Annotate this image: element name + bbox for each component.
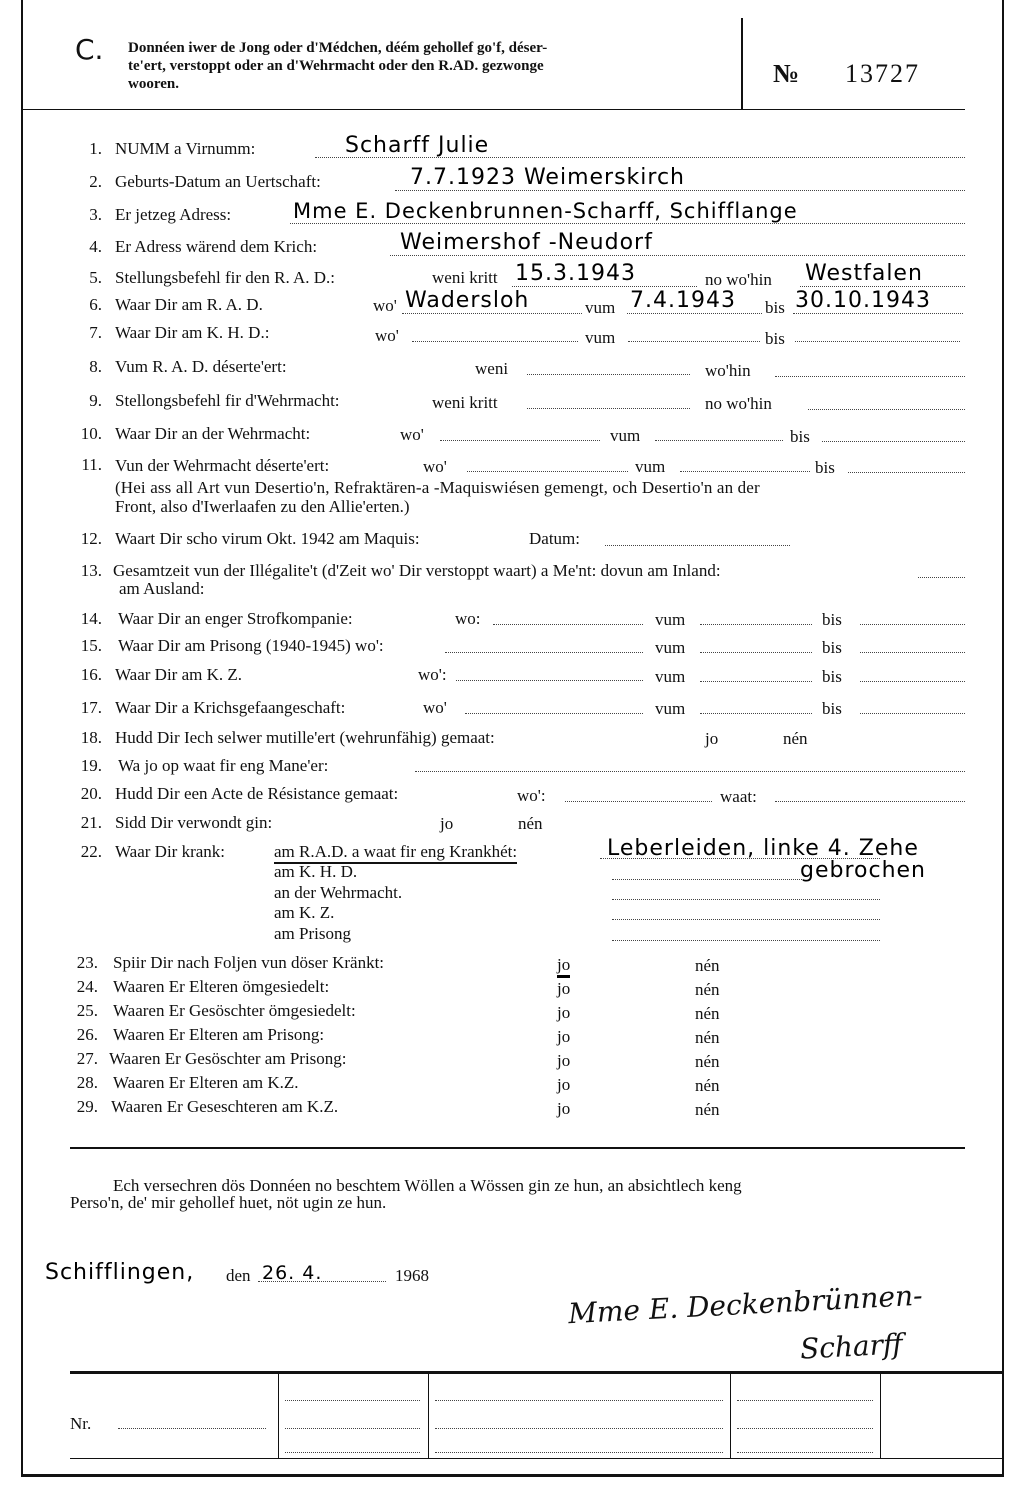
row-number: 23. <box>76 953 98 972</box>
parents-resettled-label: Waaren Er Elteren ömgesiedelt: <box>113 977 330 996</box>
row-number: 28. <box>76 1073 98 1092</box>
address-field-line <box>290 223 965 224</box>
cell-line[interactable] <box>285 1452 420 1453</box>
penal-company-label: Waar Dir an enger Strofkompanie: <box>118 609 353 628</box>
footer-column-divider <box>880 1374 881 1459</box>
declaration-line-1: Ech versechren dös Donnéen no beschtem Wöllen a Wössen gin ze hun, an absichtlech keng <box>113 1176 742 1195</box>
field-line <box>627 313 762 314</box>
where-label: wo': <box>418 665 447 684</box>
illness-label: Waar Dir krank: <box>115 842 226 861</box>
section-letter: C. <box>75 33 104 66</box>
no-option[interactable]: nén <box>695 980 720 999</box>
where-label: wo' <box>375 326 399 345</box>
row-number: 22. <box>80 842 102 861</box>
name-value[interactable]: Scharff Julie <box>345 133 490 158</box>
intro-line-3: wooren. <box>128 76 179 92</box>
row-number: 3. <box>89 205 102 224</box>
to-label: bis <box>765 329 785 348</box>
from-label: vum <box>610 426 641 445</box>
yes-option-selected[interactable]: jo <box>557 955 570 978</box>
no-option[interactable]: nén <box>783 729 808 748</box>
wehrmacht-desertion-label: Vun der Wehrmacht déserte'ert: <box>115 456 330 475</box>
to-label: bis <box>815 458 835 477</box>
illegality-label: Gesamtzeit vun der Illégalite't (d'Zeit wo' Dir verstoppt waart) a Me'nt: dovun am Inland: <box>113 561 721 580</box>
rad-order-label: Stellungsbefehl fir den R. A. D.: <box>115 268 336 287</box>
rad-order-date[interactable]: 15.3.1943 <box>515 261 636 286</box>
row-number: 10. <box>80 424 102 443</box>
rad-service-label: Waar Dir am R. A. D. <box>115 295 263 314</box>
date-label: Datum: <box>529 529 580 548</box>
field-line[interactable] <box>412 341 578 342</box>
field-line[interactable] <box>456 680 643 681</box>
field-line[interactable] <box>700 681 812 682</box>
field-line[interactable] <box>612 879 802 880</box>
footer-column-divider <box>428 1374 429 1459</box>
kz-label: Waar Dir am K. Z. <box>115 665 243 684</box>
siblings-kz-label: Waaren Er Geseschteren am K.Z. <box>111 1097 339 1116</box>
row-number: 26. <box>76 1025 98 1044</box>
field-line[interactable] <box>527 374 690 375</box>
field-line[interactable] <box>860 713 965 714</box>
field-line[interactable] <box>565 801 712 802</box>
war-address-label: Er Adress wärend dem Krich: <box>115 237 318 256</box>
wehrmacht-order-label: Stellongsbefehl fir d'Wehrmacht: <box>115 391 340 410</box>
rad-place[interactable]: Wadersloh <box>405 288 530 313</box>
from-label: vum <box>655 638 686 657</box>
header-rule <box>22 109 965 110</box>
illness-khd-label: am K. H. D. <box>274 862 358 881</box>
row-number: 9. <box>89 391 102 410</box>
year-label: 1968 <box>395 1266 429 1285</box>
number-sign: № <box>773 59 800 88</box>
field-line[interactable] <box>680 471 810 472</box>
row-number: 21. <box>80 813 102 832</box>
where-label: wo' <box>423 457 447 476</box>
where-label: wo' <box>423 698 447 717</box>
row-number: 7. <box>89 323 102 342</box>
siblings-resettled-label: Waaren Er Gesöschter ömgesiedelt: <box>113 1001 356 1020</box>
no-option[interactable]: nén <box>695 1100 720 1119</box>
field-line[interactable] <box>465 713 643 714</box>
field-line[interactable] <box>440 440 600 441</box>
from-label: vum <box>655 610 686 629</box>
header-divider <box>741 18 743 110</box>
row-number: 12. <box>80 529 102 548</box>
no-option[interactable]: nén <box>695 1004 720 1023</box>
nr-field-line[interactable] <box>118 1428 266 1429</box>
row-number: 27. <box>76 1049 98 1068</box>
where-label: no wo'hin <box>705 394 772 413</box>
illness-rad-value[interactable]: Leberleiden, linke 4. Zehe <box>607 836 919 861</box>
field-line[interactable] <box>860 652 965 653</box>
row-number: 11. <box>81 455 102 474</box>
desertion-note-line-2: Front, also d'Iwerlaafen zu den Allie'erten.) <box>115 497 410 516</box>
field-line[interactable] <box>700 713 812 714</box>
when-label: weni kritt <box>432 393 498 412</box>
when-label: weni <box>475 359 509 378</box>
form-number: 13727 <box>845 59 920 88</box>
consequences-label: Spiir Dir nach Foljen vun döser Kränkt: <box>113 953 385 972</box>
khd-label: Waar Dir am K. H. D.: <box>115 323 270 342</box>
yes-option[interactable]: jo <box>557 1099 571 1118</box>
abroad-label: am Ausland: <box>119 579 205 598</box>
rad-to[interactable]: 30.10.1943 <box>795 288 931 313</box>
address-value[interactable]: Mme E. Deckenbrunnen-Scharff, Schifflange <box>293 199 798 223</box>
field-line[interactable] <box>493 624 643 625</box>
field-line[interactable] <box>918 577 965 578</box>
field-line[interactable] <box>628 341 760 342</box>
manner-label: Wa jo op waat fir eng Mane'er: <box>118 756 329 775</box>
bottom-border <box>21 1474 1004 1477</box>
no-option[interactable]: nén <box>695 1076 720 1095</box>
row-number: 5. <box>89 268 102 287</box>
war-address-value[interactable]: Weimershof -Neudorf <box>400 230 653 255</box>
to-label: bis <box>790 427 810 446</box>
no-option[interactable]: nén <box>695 1052 720 1071</box>
from-label: vum <box>655 699 686 718</box>
to-label: bis <box>822 610 842 629</box>
yes-option[interactable]: jo <box>557 979 571 998</box>
where-label: wo': <box>517 786 546 805</box>
wounded-label: Sidd Dir verwondt gin: <box>115 813 273 832</box>
den-label: den <box>226 1266 251 1285</box>
row-number: 1. <box>89 139 102 158</box>
date-value[interactable]: 26. 4. <box>262 1262 323 1284</box>
from-label: vum <box>585 298 616 317</box>
yes-option[interactable]: jo <box>440 814 454 833</box>
row-number: 24. <box>76 977 98 996</box>
birth-value[interactable]: 7.7.1923 Weimerskirch <box>410 165 685 190</box>
field-line[interactable] <box>415 771 965 772</box>
row-number: 16. <box>80 665 102 684</box>
where-label: wo: <box>455 609 481 628</box>
row-number: 29. <box>76 1097 98 1116</box>
rad-order-place[interactable]: Westfalen <box>805 261 923 286</box>
resistance-label: Hudd Dir een Acte de Résistance gemaat: <box>115 784 399 803</box>
illness-rad-value-continued[interactable]: gebrochen <box>800 858 927 883</box>
field-line[interactable] <box>848 472 965 473</box>
row-number: 18. <box>80 728 102 747</box>
footer-top-rule <box>70 1371 1003 1374</box>
left-border <box>21 0 23 1476</box>
to-label: bis <box>765 298 785 317</box>
where-label: no wo'hin <box>705 270 772 289</box>
address-label: Er jetzeg Adress: <box>115 205 232 224</box>
place-value[interactable]: Schifflingen, <box>45 1260 195 1285</box>
birth-field-line <box>395 190 965 191</box>
no-option[interactable]: nén <box>695 956 720 975</box>
illness-wehrmacht-label: an der Wehrmacht. <box>274 883 403 902</box>
row-number: 13. <box>80 561 102 580</box>
field-line[interactable] <box>612 899 880 900</box>
war-address-field-line <box>390 255 965 256</box>
illness-kz-label: am K. Z. <box>274 903 335 922</box>
field-line[interactable] <box>445 652 643 653</box>
intro-line-1: Donnéen iwer de Jong oder d'Médchen, déém gehollef go'f, déser- <box>128 40 548 56</box>
cell-line[interactable] <box>285 1428 420 1429</box>
where-label: wo' <box>400 425 424 444</box>
captivity-label: Waar Dir a Krichsgefaangeschaft: <box>115 698 346 717</box>
field-line[interactable] <box>605 545 790 546</box>
field-line[interactable] <box>700 624 812 625</box>
parents-prison-label: Waaren Er Elteren am Prisong: <box>113 1025 325 1044</box>
field-line <box>793 313 963 314</box>
field-line[interactable] <box>795 341 960 342</box>
nr-label: Nr. <box>70 1414 92 1433</box>
no-option[interactable]: nén <box>518 814 543 833</box>
row-number: 8. <box>89 357 102 376</box>
row-number: 20. <box>80 784 102 803</box>
row-number: 25. <box>76 1001 98 1020</box>
section-rule <box>70 1147 965 1149</box>
wehrmacht-service-label: Waar Dir an der Wehrmacht: <box>115 424 311 443</box>
yes-option[interactable]: jo <box>557 1003 571 1022</box>
field-line[interactable] <box>860 624 965 625</box>
field-line[interactable] <box>655 440 783 441</box>
name-label: NUMM a Virnumm: <box>115 139 256 158</box>
to-label: bis <box>822 699 842 718</box>
row-number: 4. <box>89 237 102 256</box>
field-line[interactable] <box>775 801 965 802</box>
from-label: vum <box>585 328 616 347</box>
cell-line[interactable] <box>435 1452 723 1453</box>
illness-rad-label: am R.A.D. a waat fir eng Krankhét: <box>274 842 517 864</box>
from-label: vum <box>655 667 686 686</box>
field-line[interactable] <box>467 471 628 472</box>
maquis-label: Waart Dir scho virum Okt. 1942 am Maquis: <box>115 529 420 548</box>
signature-line-2: Scharff <box>799 1327 904 1366</box>
field-line[interactable] <box>775 376 965 377</box>
no-option[interactable]: nén <box>695 1028 720 1047</box>
yes-option[interactable]: jo <box>705 729 719 748</box>
row-number: 14. <box>80 609 102 628</box>
rad-from[interactable]: 7.4.1943 <box>630 288 736 313</box>
cell-line[interactable] <box>285 1400 420 1401</box>
illness-prison-label: am Prisong <box>274 924 351 943</box>
field-line[interactable] <box>612 940 880 941</box>
to-label: bis <box>822 638 842 657</box>
field-line <box>800 286 965 287</box>
where-label: wo' <box>373 296 397 315</box>
footer-column-divider <box>730 1374 731 1459</box>
cell-line[interactable] <box>737 1428 873 1429</box>
footer-column-divider <box>278 1374 279 1459</box>
intro-line-2: te'ert, verstoppt oder an d'Wehrmacht oder den R.AD. gezwonge <box>128 58 544 74</box>
where-label: wo'hin <box>705 361 751 380</box>
yes-option[interactable]: jo <box>557 1075 571 1094</box>
when-label: weni kritt <box>432 268 498 287</box>
field-line[interactable] <box>808 409 965 410</box>
declaration-line-2: Perso'n, de' mir gehollef huet, nöt ugin ze hun. <box>70 1193 387 1212</box>
to-label: bis <box>822 667 842 686</box>
desertion-note-line-1: (Hei ass all Art vun Desertio'n, Refraktären-a -Maquiswiésen gemengt, och Desertio'n an der <box>115 478 760 497</box>
what-label: waat: <box>720 787 757 806</box>
right-border <box>1002 0 1004 1476</box>
field-line[interactable] <box>700 652 812 653</box>
field-line[interactable] <box>860 681 965 682</box>
cell-line[interactable] <box>737 1400 873 1401</box>
rad-desertion-label: Vum R. A. D. déserte'ert: <box>115 357 287 376</box>
footer-row-rule <box>70 1458 1003 1459</box>
cell-line[interactable] <box>737 1452 873 1453</box>
row-number: 6. <box>89 295 102 314</box>
birth-label: Geburts-Datum an Uertschaft: <box>115 172 321 191</box>
cell-line[interactable] <box>435 1428 723 1429</box>
field-line <box>512 286 697 287</box>
field-line[interactable] <box>527 408 690 409</box>
row-number: 19. <box>80 756 102 775</box>
signature-line-1: Mme E. Deckenbrünnen- <box>567 1278 924 1331</box>
yes-option[interactable]: jo <box>557 1051 571 1070</box>
field-line <box>402 313 582 314</box>
field-line[interactable] <box>822 441 965 442</box>
row-number: 15. <box>80 636 102 655</box>
yes-option[interactable]: jo <box>557 1027 571 1046</box>
from-label: vum <box>635 457 666 476</box>
parents-kz-label: Waaren Er Elteren am K.Z. <box>113 1073 299 1092</box>
field-line[interactable] <box>612 919 880 920</box>
prison-label: Waar Dir am Prisong (1940-1945) wo': <box>118 636 384 655</box>
cell-line[interactable] <box>435 1400 723 1401</box>
row-number: 17. <box>80 698 102 717</box>
siblings-prison-label: Waaren Er Gesöschter am Prisong: <box>109 1049 347 1068</box>
mutilation-label: Hudd Dir Iech selwer mutille'ert (wehrunfähig) gemaat: <box>115 728 495 747</box>
row-number: 2. <box>89 172 102 191</box>
